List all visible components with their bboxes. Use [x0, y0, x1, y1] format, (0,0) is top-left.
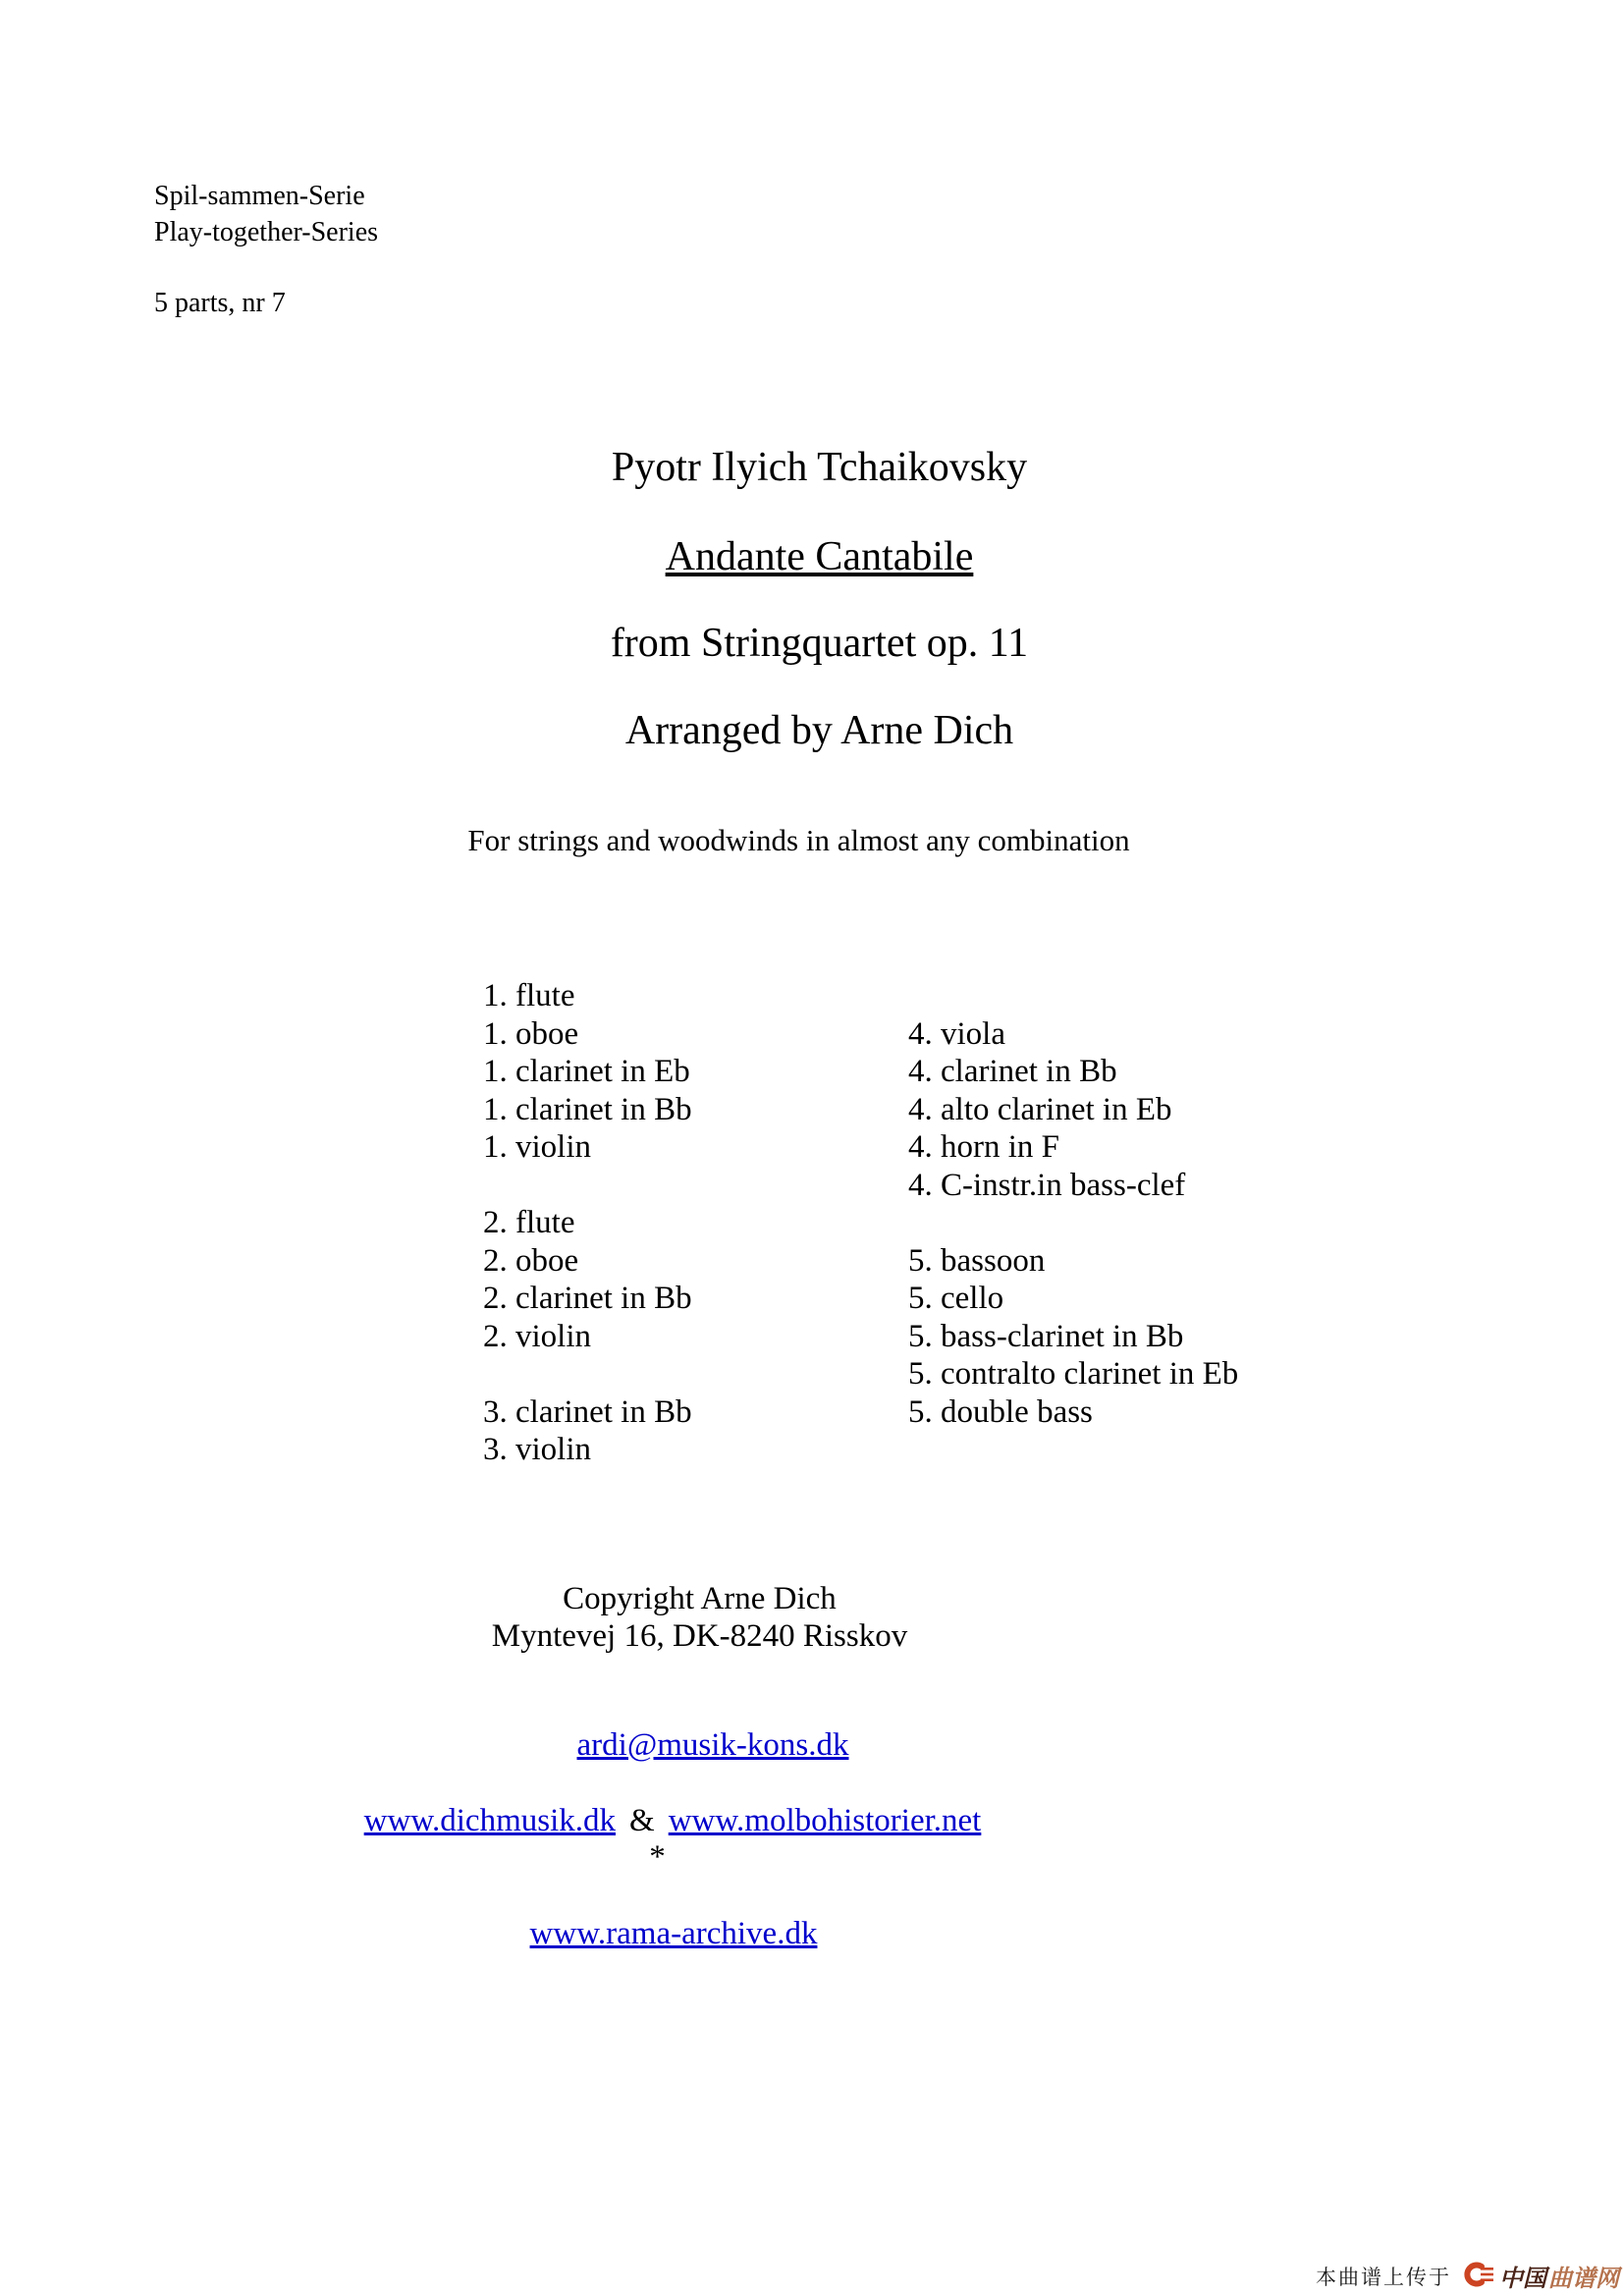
instrument-item: 4. viola [908, 1015, 1005, 1052]
website-link-rama[interactable]: www.rama-archive.dk [529, 1916, 818, 1951]
watermark [1316, 2259, 1619, 2293]
arranger-credit: Arranged by Arne Dich [624, 708, 1014, 753]
watermark-brand-primary: 中国 [1499, 2265, 1546, 2292]
composer-name: Pyotr Ilyich Tchaikovsky [611, 445, 1028, 490]
instrument-item: 3. clarinet in Bb [483, 1394, 692, 1430]
instrument-item: 1. clarinet in Eb [483, 1054, 690, 1089]
series-label-english: Play-together-Series [154, 217, 379, 247]
instrument-item: 2. clarinet in Bb [483, 1281, 692, 1316]
website-link-dichmusik[interactable]: www.dichmusik.dk [363, 1803, 617, 1838]
instrument-item: 5. contralto clarinet in Eb [908, 1356, 1239, 1392]
watermark-upload-text: 本曲谱上传于 [1316, 2265, 1451, 2289]
series-label-danish: Spil-sammen-Serie [154, 181, 365, 211]
instrument-item: 1. clarinet in Bb [483, 1091, 692, 1127]
ampersand-separator: & [629, 1803, 655, 1838]
instrument-list-gap [908, 977, 1238, 1015]
copyright-holder: Copyright Arne Dich [563, 1581, 837, 1616]
copyright-address: Myntevej 16, DK-8240 Risskov [491, 1618, 908, 1654]
instrument-item: 2. oboe [483, 1242, 579, 1279]
instrument-item: 1. violin [483, 1129, 592, 1165]
website-link-molbohistorier[interactable]: www.molbohistorier.net [668, 1803, 982, 1838]
scoring-description: For strings and woodwinds in almost any combination [467, 823, 1130, 857]
instrument-item: 1. oboe [483, 1015, 579, 1052]
work-source: from Stringquartet op. 11 [610, 621, 1029, 666]
instrument-item: 4. clarinet in Bb [908, 1054, 1117, 1089]
asterisk-divider: * [649, 1839, 666, 1875]
instrument-list-gap [483, 1167, 692, 1205]
instrument-item: 4. alto clarinet in Eb [908, 1091, 1172, 1127]
watermark-brand-secondary: 曲谱网 [1548, 2265, 1619, 2292]
instrument-item: 3. violin [483, 1432, 592, 1467]
instrument-item: 1. flute [483, 978, 575, 1013]
instrument-item: 5. double bass [908, 1394, 1093, 1430]
instrument-item: 4. C-instr.in bass-clef [908, 1167, 1186, 1203]
instrument-item: 2. flute [483, 1205, 575, 1240]
email-link[interactable]: ardi@musik-kons.dk [576, 1727, 849, 1763]
work-title: Andante Cantabile [665, 534, 974, 579]
instrument-list-gap [908, 1204, 1238, 1242]
instrument-list-left [483, 977, 692, 1469]
parts-count-label: 5 parts, nr 7 [154, 288, 286, 318]
music-staff-logo-icon [1461, 2261, 1494, 2292]
instrument-item: 5. bassoon [908, 1242, 1046, 1279]
instrument-item: 5. cello [908, 1281, 1004, 1316]
instrument-item: 5. bass-clarinet in Bb [908, 1318, 1184, 1354]
instrument-item: 4. horn in F [908, 1129, 1060, 1165]
instrument-list-right [908, 977, 1238, 1431]
instrument-item: 2. violin [483, 1318, 592, 1354]
instrument-list-gap [483, 1355, 692, 1394]
